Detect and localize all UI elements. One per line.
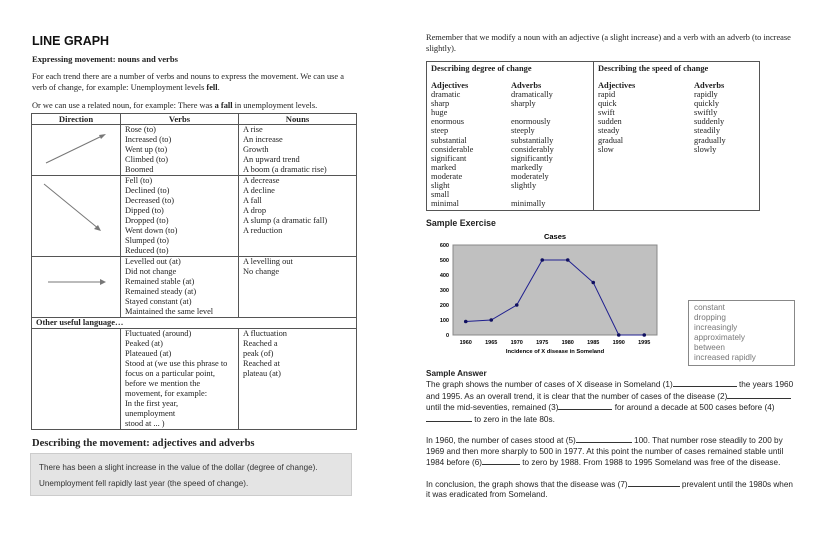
list-item: Went down (to): [125, 226, 178, 235]
modifier-intro: Remember that we modify a noun with an adjective (a slight increase) and a verb with an adverb (to increase slightly).: [426, 33, 791, 53]
word-list: [239, 125, 357, 176]
adverbs-header: Adverbs: [511, 81, 542, 90]
list-item: minimally: [511, 199, 546, 209]
list-item: quick: [598, 99, 617, 109]
verbs-nouns-table: [31, 113, 357, 430]
degree-title: Describing degree of change: [431, 64, 532, 73]
list-item: Reduced (to): [125, 246, 169, 255]
plot-area: [453, 245, 657, 335]
list-item: A fluctuation: [243, 329, 287, 338]
list-item: Plateaued (at): [125, 349, 172, 358]
y-tick-label: 200: [439, 303, 449, 309]
word-list: [694, 90, 726, 154]
list-item: gradually: [694, 135, 726, 145]
list-item: swiftly: [694, 108, 718, 118]
blank-5[interactable]: [576, 435, 632, 443]
list-item: Fell (to): [125, 176, 153, 185]
list-item: steep: [431, 126, 449, 136]
exercise-title: Sample Exercise: [426, 218, 496, 228]
blank-1[interactable]: [673, 379, 737, 387]
sample-answer: [426, 369, 798, 501]
list-item: steady: [598, 126, 620, 136]
x-tick-label: 1980: [561, 340, 574, 346]
blank-3[interactable]: [558, 402, 612, 410]
list-item: steadily: [694, 126, 721, 136]
list-item: Climbed (to): [125, 155, 169, 164]
word-list: [431, 90, 511, 208]
list-item: slight: [431, 181, 450, 191]
adjectives-adverbs-table: [426, 61, 760, 211]
list-item: A levelling out: [243, 257, 293, 266]
list-item: Declined (to): [125, 186, 170, 195]
example-sentence: There has been a slight increase in the value of the dollar (degree of change).: [39, 463, 318, 472]
word-list: [239, 176, 357, 257]
list-item: A slump (a dramatic fall): [243, 216, 328, 225]
blank-4[interactable]: [426, 414, 472, 422]
answer-paragraph-1: The graph shows the number of cases of X disease in Someland (1) the years 1960 and 1995. As an overall trend, it is clear that the number of cases of the disease (2) until the mid-seventies, remained (3) for around a decade at 500 cases before (4) to zero in the late 80s.: [426, 380, 794, 424]
list-item: dramatically: [511, 90, 553, 100]
list-item: between: [694, 343, 725, 352]
table-row: [32, 329, 357, 430]
word-list: [121, 257, 239, 318]
example-box: [30, 453, 352, 496]
list-item: A boom (a dramatic rise): [243, 165, 327, 174]
list-item: dropping: [694, 313, 726, 322]
list-item: significantly: [511, 153, 553, 163]
data-point: [515, 303, 519, 307]
list-item: Slumped (to): [125, 236, 169, 245]
word-list: [598, 90, 694, 154]
list-item: constant: [694, 303, 725, 312]
list-item: A fall: [243, 196, 262, 205]
speed-title: Describing the speed of change: [598, 64, 709, 73]
list-item: moderately: [511, 171, 549, 181]
list-item: unemployment: [125, 409, 176, 418]
data-point: [591, 281, 595, 285]
list-item: plateau (at): [243, 369, 281, 378]
list-item: enormously: [511, 117, 551, 127]
list-item: sharp: [431, 99, 450, 109]
x-tick-label: 1995: [638, 340, 651, 346]
list-item: A reduction: [243, 226, 283, 235]
intro-paragraph: For each trend there are a number of verbs and nouns to express the movement. We can use a verb of change, for example: Unemployment levels fell.: [32, 72, 344, 92]
list-item: [511, 108, 554, 117]
y-tick-label: 400: [439, 273, 449, 279]
list-item: stood at ... ): [125, 419, 165, 428]
data-point: [464, 320, 468, 324]
list-item: markedly: [511, 162, 543, 172]
word-list: [239, 329, 357, 430]
y-tick-label: 100: [439, 318, 449, 324]
list-item: Went up (to): [125, 145, 168, 154]
example-sentence: Unemployment fell rapidly last year (the speed of change).: [39, 479, 249, 488]
right-arrow-icon: [32, 257, 121, 318]
header-nouns: Nouns: [239, 114, 357, 125]
section-subtitle: Expressing movement: nouns and verbs: [32, 54, 178, 64]
list-item: sudden: [598, 117, 622, 127]
list-item: substantially: [511, 135, 554, 145]
list-item: A decrease: [243, 176, 280, 185]
cases-line-chart: [425, 229, 675, 363]
list-item: Peaked (at): [125, 339, 163, 348]
list-item: Maintained the same level: [125, 307, 214, 316]
list-item: slow: [598, 144, 614, 154]
list-item: increasingly: [694, 323, 738, 332]
list-item: An upward trend: [243, 155, 300, 164]
chart-title: Cases: [543, 232, 567, 241]
list-item: Reached a: [243, 339, 278, 348]
blank-6[interactable]: [482, 457, 520, 465]
list-item: peak (of): [243, 349, 274, 358]
list-item: dramatic: [431, 90, 461, 100]
answer-paragraph-3: In conclusion, the graph shows that the disease was (7) prevalent until the 1980s when it was eradicated from Someland.: [426, 479, 793, 500]
list-item: increased rapidly: [694, 353, 756, 362]
list-item: huge: [431, 108, 448, 118]
list-item: sharply: [511, 99, 536, 109]
list-item: Decreased (to): [125, 196, 175, 205]
up-arrow-icon: [32, 125, 121, 176]
list-item: Remained steady (at): [125, 287, 197, 296]
degree-of-change: [427, 62, 594, 210]
list-item: Dipped (to): [125, 206, 164, 215]
x-tick-label: 1965: [485, 340, 498, 346]
word-list: [121, 176, 239, 257]
table-row: [32, 125, 357, 176]
word-list: [511, 90, 554, 208]
list-item: slowly: [694, 144, 717, 154]
word-box: [688, 300, 795, 366]
header-direction: Direction: [32, 114, 121, 125]
x-tick-label: 1970: [510, 340, 523, 346]
list-item: quickly: [694, 99, 720, 109]
list-item: swift: [598, 108, 615, 118]
list-item: moderate: [431, 171, 463, 181]
intro-paragraph-2: Or we can use a related noun, for example: There was a fall in unemployment levels.: [32, 101, 318, 110]
word-list: [694, 303, 789, 363]
list-item: Stayed constant (at): [125, 297, 192, 306]
list-item: Stood at (we use this phrase to: [125, 359, 228, 368]
adverbs-header: Adverbs: [694, 81, 725, 90]
x-tick-label: 1990: [612, 340, 625, 346]
table-row: [32, 257, 357, 318]
other-language-label: Other useful language…: [32, 318, 357, 329]
list-item: An increase: [243, 135, 283, 144]
list-item: Did not change: [125, 267, 177, 276]
speed-of-change: [594, 62, 759, 210]
answer-title: Sample Answer: [426, 369, 487, 378]
word-list: [239, 257, 357, 318]
down-arrow-icon: [32, 176, 121, 257]
table-row: [32, 176, 357, 257]
list-item: considerable: [431, 144, 474, 154]
list-item: approximately: [694, 333, 745, 342]
y-tick-label: 600: [439, 243, 449, 249]
page-title: LINE GRAPH: [32, 34, 110, 48]
y-tick-label: 300: [439, 288, 449, 294]
data-point: [617, 333, 621, 337]
y-tick-label: 0: [445, 333, 449, 339]
list-item: focus on a particular point,: [125, 369, 216, 378]
list-item: Fluctuated (around): [125, 329, 192, 338]
list-item: minimal: [431, 199, 459, 209]
list-item: substantial: [431, 135, 467, 145]
list-item: enormous: [431, 117, 465, 127]
y-tick-label: 500: [439, 258, 449, 264]
answer-paragraph-2: In 1960, the number of cases stood at (5) 100. That number rose steadily to 200 by 1969 and then more sharply to 500 in 1977. At this point the number of cases remained stable until 1984 before (6) to zero by 1988. From 1988 to 1995 Someland was free of the disease.: [426, 436, 784, 468]
list-item: A decline: [243, 186, 275, 195]
blank-7[interactable]: [628, 479, 680, 487]
list-item: small: [431, 190, 450, 200]
list-item: [511, 190, 554, 199]
blank-2[interactable]: [727, 391, 791, 399]
list-item: gradual: [598, 135, 624, 145]
data-point: [566, 258, 570, 262]
data-point: [642, 333, 646, 337]
list-item: marked: [431, 162, 457, 172]
list-item: A drop: [243, 206, 267, 215]
list-item: In the first year,: [125, 399, 179, 408]
x-axis-label: Incidence of X disease in Someland: [505, 349, 605, 355]
list-item: Remained stable (at): [125, 277, 195, 286]
list-item: considerably: [511, 144, 554, 154]
list-item: steeply: [511, 126, 535, 136]
x-tick-label: 1985: [587, 340, 600, 346]
list-item: A rise: [243, 125, 263, 134]
list-item: rapid: [598, 90, 616, 100]
word-list: [121, 329, 239, 430]
list-item: Reached at: [243, 359, 280, 368]
list-item: Rose (to): [125, 125, 156, 134]
data-point: [489, 318, 493, 322]
list-item: before we mention the: [125, 379, 201, 388]
list-item: movement, for example:: [125, 389, 208, 398]
data-point: [540, 258, 544, 262]
header-verbs: Verbs: [121, 114, 239, 125]
list-item: Dropped (to): [125, 216, 169, 225]
section-heading: Describing the movement: adjectives and adverbs: [32, 438, 255, 449]
list-item: slightly: [511, 181, 537, 191]
adjectives-header: Adjectives: [431, 81, 469, 90]
list-item: No change: [243, 267, 280, 276]
list-item: Levelled out (at): [125, 257, 181, 266]
adjectives-header: Adjectives: [598, 81, 636, 90]
list-item: Boomed: [125, 165, 154, 174]
list-item: Growth: [243, 145, 269, 154]
list-item: significant: [431, 153, 467, 163]
list-item: Increased (to): [125, 135, 172, 144]
word-list: [121, 125, 239, 176]
x-tick-label: 1960: [459, 340, 472, 346]
x-tick-label: 1975: [536, 340, 549, 346]
list-item: suddenly: [694, 117, 725, 127]
list-item: rapidly: [694, 90, 718, 100]
